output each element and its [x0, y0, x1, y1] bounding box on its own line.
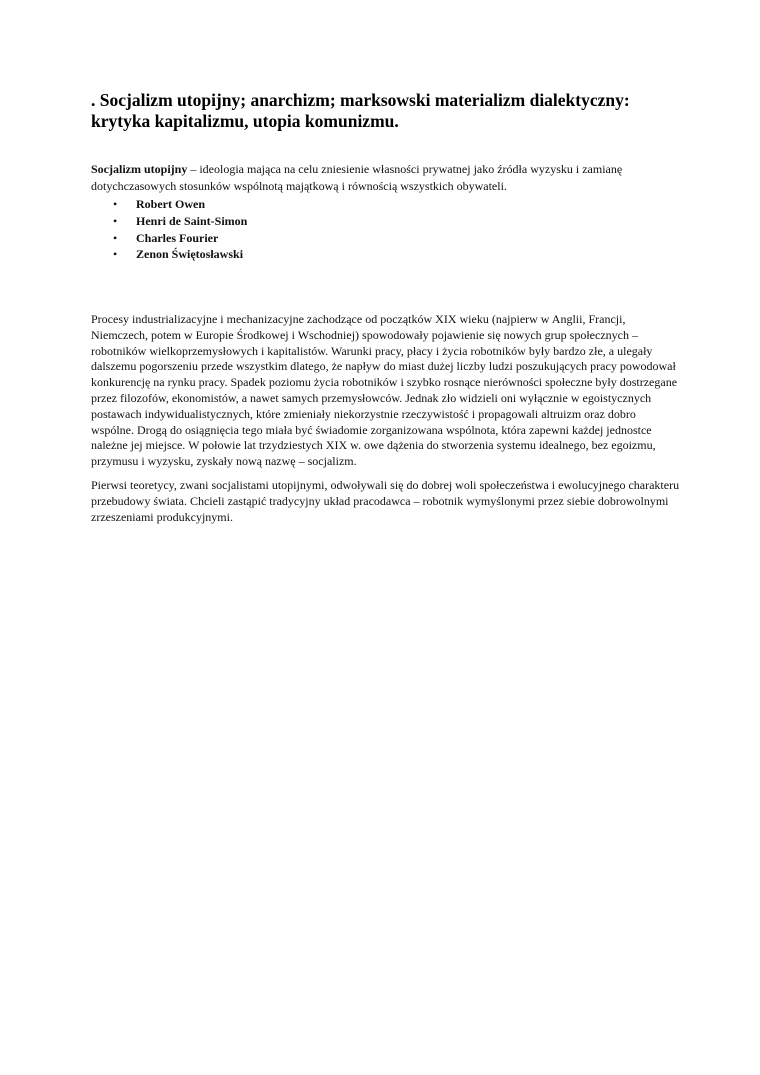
body-paragraph: Procesy industrializacyjne i mechanizacyjne zachodzące od początków XIX wieku (najpierw w Anglii, Francji, Niemczech, potem w Europie Środkowej i Wschodniej) spowodowały pojawienie się nowych grup społecznych – robotników wielkoprzemysłowych i kapitalistów. Warunki pracy, płacy i życia robotników były bardzo złe, a ulegały dalszemu pogorszeniu przede wszystkim dlatego, że napływ do miast dużej liczby ludzi poszukujących pracy powodował konkurencję na rynku pracy. Spadek poziomu życia robotników i szybko rosnące nierówności społeczne były dostrzegane przez filozofów, ekonomistów, a nawet samych przemysłowców. Jednak zło widzieli oni wyłącznie w egoistycznych postawach indywidualistycznych, które zmieniały niekorzystnie rzeczywistość i propagowali altruizm oraz dobro wspólne. Drogą do osiągnięcia tego miała być świadomie zorganizowana wspólnota, która zapewni każdej jednostce należne jej miejsce. W połowie lat trzydziestych XIX w. owe dążenia do stworzenia systemu idealnego, bez egoizmu, przymusu i wyzysku, zyskały nową nazwę – socjalizm.	[91, 312, 678, 469]
bullet-icon: •	[113, 213, 118, 228]
list-item	[91, 230, 247, 247]
representative-name: Charles Fourier	[136, 230, 219, 245]
representative-name: Henri de Saint-Simon	[136, 213, 248, 228]
definition-paragraph	[91, 161, 681, 194]
representatives-list	[91, 196, 247, 263]
bullet-icon: •	[113, 197, 118, 211]
body-paragraph: Pierwsi teoretycy, zwani socjalistami utopijnymi, odwoływali się do dobrej woli społeczeństwa i ewolucyjnego charakteru przebudowy świata. Chcieli zastąpić tradycyjny układ pracodawca – robotnik wymyślonymi przez siebie dobrowolnymi zrzeszeniami produkcyjnymi.	[91, 478, 680, 524]
definition-text: – ideologia mająca na celu zniesienie własności prywatnej jako źródła wyzysku i zamianę dotychczasowych stosunków wspólnotą majątkową i równością wszystkich obywateli.	[91, 162, 623, 193]
list-item	[91, 196, 247, 213]
bullet-icon: •	[113, 247, 118, 262]
list-item	[91, 213, 247, 230]
document-title: . Socjalizm utopijny; anarchizm; marksowski materializm dialektyczny: krytyka kapitalizmu, utopia komunizmu.	[91, 90, 630, 131]
representative-name: Zenon Świętosławski	[136, 247, 244, 262]
list-item	[91, 246, 247, 263]
representative-name: Robert Owen	[136, 197, 205, 211]
definition-term: Socjalizm utopijny	[91, 162, 188, 176]
bullet-icon: •	[113, 230, 118, 245]
